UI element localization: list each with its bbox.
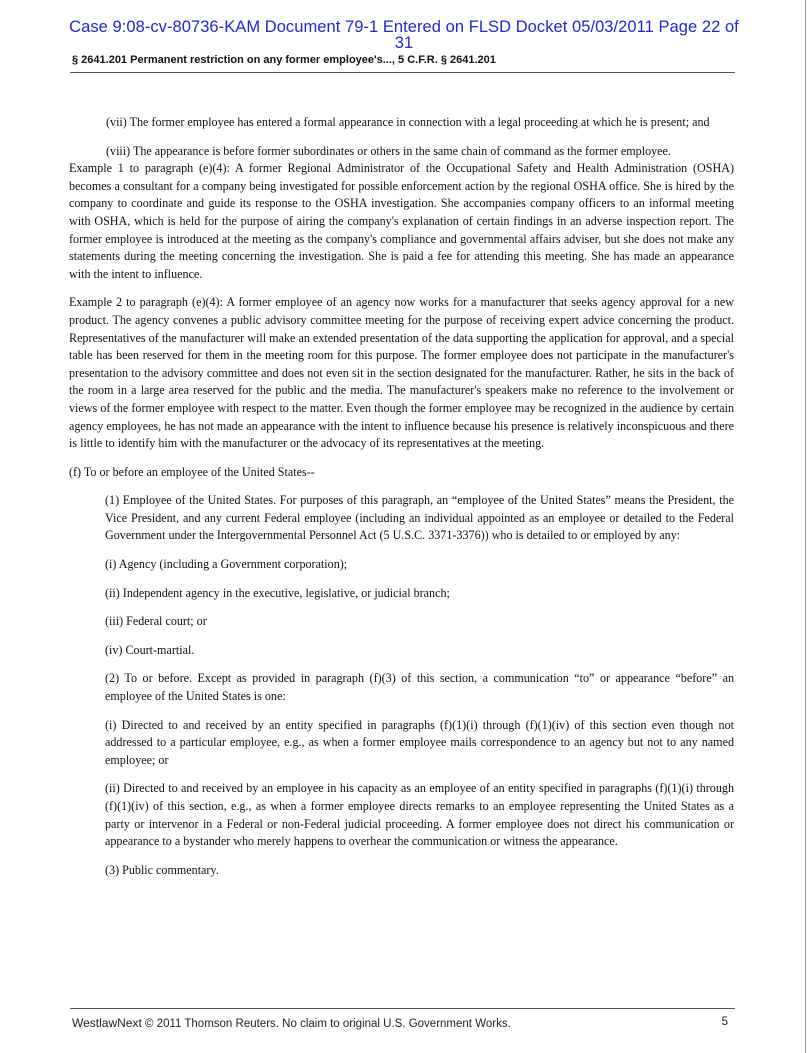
- paragraph-f2: (2) To or before. Except as provided in paragraph (f)(3) of this section, a communication “to” or appearance “before” an employee of the United States is one:: [105, 671, 734, 704]
- footer-divider: [70, 1008, 735, 1009]
- document-header-title: § 2641.201 Permanent restriction on any former employee's..., 5 C.F.R. § 2641.201: [72, 54, 496, 66]
- paragraph-f1-iii: (iii) Federal court; or: [105, 614, 207, 629]
- paragraph-f2-ii: (ii) Directed to and received by an employee in his capacity as an employee of an entity specified in paragraphs (f)(1)(i) through (f)(1)(iv) of this section, e.g., as when a former employee directs remarks to an employee representing the United States as a party or intervenor in a Federal or non-Federal judicial proceeding. A former employee does not direct his communication or appearance to a bystander who merely happens to overhear the communication or witness the appearance.: [105, 781, 734, 849]
- paragraph-f1-i: (i) Agency (including a Government corporation);: [105, 557, 348, 572]
- example-2: Example 2 to paragraph (e)(4): A former employee of an agency now works for a manufacturer that seeks agency approval for a new product. The agency convenes a public advisory committee meeting for the purpose of receiving expert advice concerning the product. Representatives of the manufacturer will make an extended presentation of the data supporting the application for approval, and a special table has been reserved for them in the meeting room for this purpose. The former employee does not participate in the manufacturer's presentation to the advisory committee and does not even sit in the section designated for the manufacturer. Rather, he sits in the back of the room in a large area reserved for the public and the media. The manufacturer's speakers make no reference to the involvement or views of the former employee with respect to the matter. Even though the former employee may be recognized in the audience by certain agency employees, he has not made an appearance with the intent to influence because his presence is relatively inconspicuous and there is little to identify him with the manufacturer or the advocacy of its representatives at the meeting.: [69, 295, 734, 451]
- stamp-line-2: 31: [394, 34, 414, 52]
- document-footer: [72, 1016, 728, 1030]
- scan-edge-line: [805, 0, 806, 1053]
- paragraph-vii: (vii) The former employee has entered a formal appearance in connection with a legal proceeding at which he is present; and: [106, 115, 710, 129]
- court-filing-stamp: [0, 19, 808, 51]
- header-divider: [70, 72, 735, 73]
- paragraph-f1-iv: (iv) Court-martial.: [105, 642, 195, 657]
- document-body: [69, 114, 734, 879]
- paragraph-f2-i: (i) Directed to and received by an entity specified in paragraphs (f)(1)(i) through (f)(1)(iv) of this section even though not addressed to a particular employee, e.g., as when a former employee mails correspondence to an agency but not to any named employee; or: [105, 717, 734, 767]
- page-number: 5: [721, 1016, 728, 1028]
- paragraph-viii: (viii) The appearance is before former subordinates or others in the same chain of command as the former employee.: [106, 143, 671, 158]
- copyright-notice: © 2011 Thomson Reuters. No claim to original U.S. Government Works.: [145, 1018, 511, 1030]
- paragraph-f: (f) To or before an employee of the United States--: [69, 464, 315, 479]
- example-1: Example 1 to paragraph (e)(4): A former Regional Administrator of the Occupational Safety and Health Administration (OSHA) becomes a consultant for a company being investigated for possible enforcement action by the regional OSHA office. She is hired by the company to coordinate and guide its response to the OSHA investigation. She accompanies company officers to an informal meeting with OSHA, which is held for the purpose of airing the company's explanation of certain findings in an adverse inspection report. The former employee is introduced at the meeting as the company's compliance and governmental affairs adviser, but she does not make any statements during the meeting concerning the investigation. She is paid a fee for attending this meeting. She has made an appearance with the intent to influence.: [69, 161, 734, 281]
- paragraph-f1: (1) Employee of the United States. For purposes of this paragraph, an “employee of the United States” means the President, the Vice President, and any current Federal employee (including an individual appointed as an employee or detailed to the Federal Government under the Intergovernmental Personnel Act (5 U.S.C. 3371-3376)) who is detailed to or employed by any:: [105, 493, 734, 543]
- stamp-line-1: Case 9:08-cv-80736-KAM Document 79-1 Entered on FLSD Docket 05/03/2011 Page 22 of: [69, 18, 739, 36]
- westlaw-logo: WestlawNext: [72, 1016, 142, 1030]
- paragraph-f3: (3) Public commentary.: [105, 862, 219, 877]
- paragraph-f1-ii: (ii) Independent agency in the executive, legislative, or judicial branch;: [105, 585, 450, 600]
